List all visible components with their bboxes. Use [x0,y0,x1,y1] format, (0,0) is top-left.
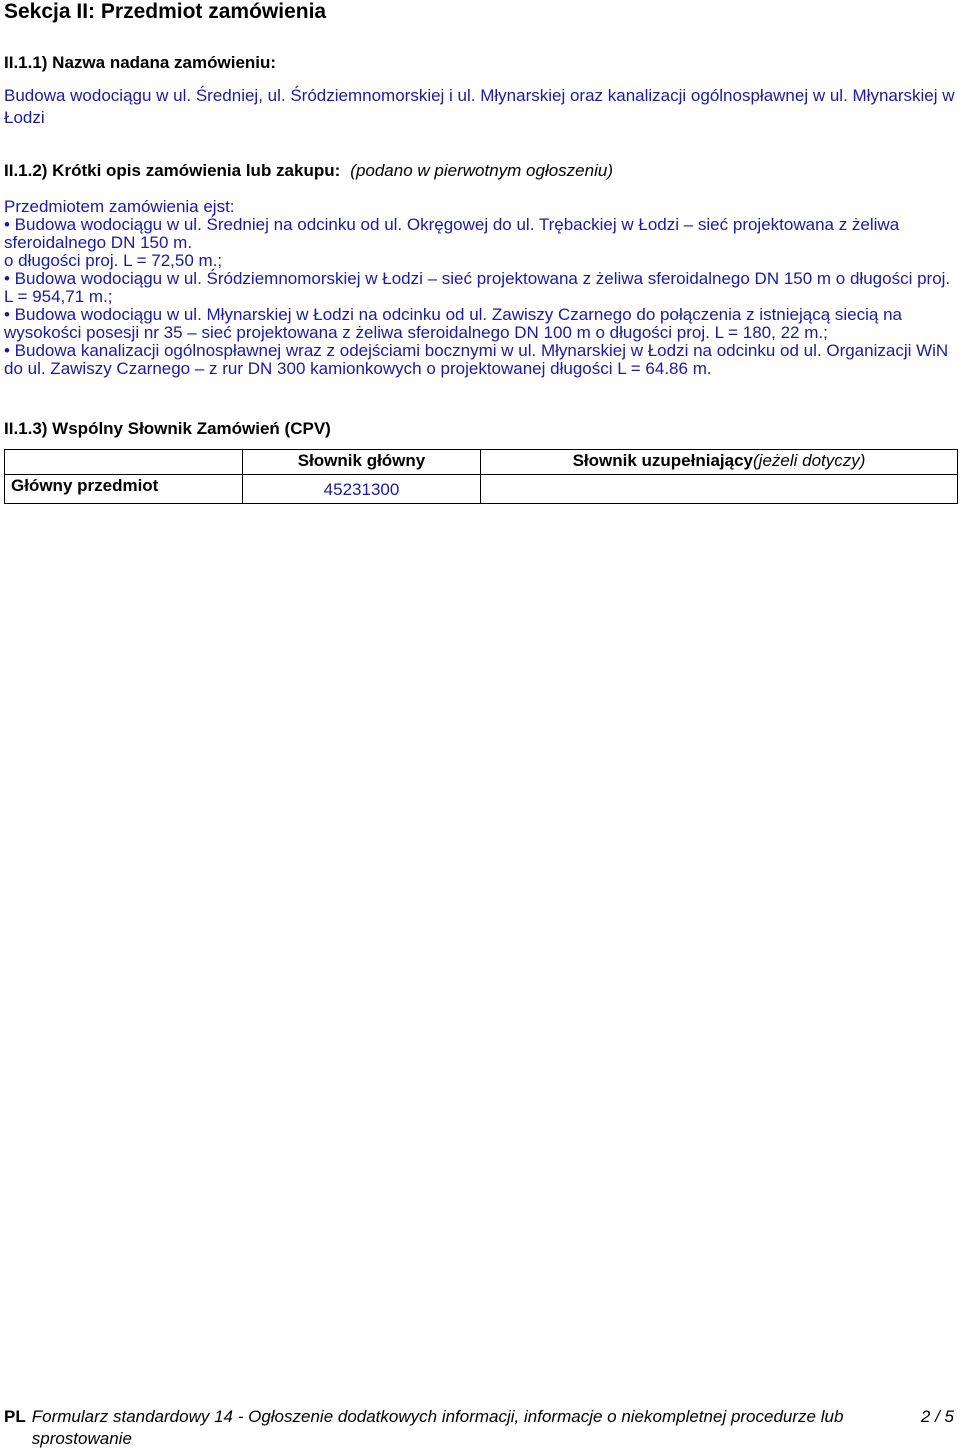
cpv-row-label: Główny przedmiot [5,475,243,504]
description-line: • Budowa kanalizacji ogólnospławnej wraz z odejściami bocznymi w ul. Młynarskiej w Łodzi na odcinku od ul. Organizacji WiN do ul. Zawiszy Czarnego – z rur DN 300 kamionkowych o projektowanej długości L = 64.86 m. [4,341,949,378]
cpv-table [4,449,958,504]
description-heading [4,161,613,181]
cpv-main-header: Słownik główny [243,450,481,475]
description-heading-note: (podano w pierwotnym ogłoszeniu) [350,161,613,180]
description-line: • Budowa wodociągu w ul. Młynarskiej w Łodzi na odcinku od ul. Zawiszy Czarnego do połączenia z istniejącą siecią na wysokości posesji nr 35 – sieć projektowana z żeliwa sferoidalnego DN 100 m o długości proj. L = 180, 22 m.; [4,305,902,342]
section-title: Sekcja II: Przedmiot zamówienia [4,0,327,23]
footer-form-name: Formularz standardowy 14 - Ogłoszenie dodatkowych informacji, informacje o niekompletnej procedurze lub sprostowanie [31,1407,844,1448]
cpv-main-row [5,475,958,504]
contract-name: Budowa wodociągu w ul. Średniej, ul. Śródziemnomorskiej i ul. Młynarskiej oraz kanalizacji ogólnospławnej w ul. Młynarskiej w Łodzi [4,86,955,127]
cpv-header-row [5,450,958,475]
cpv-supp-header [481,450,958,475]
footer-page-number: 2 / 5 [920,1407,954,1426]
cpv-supp-header-label: Słownik uzupełniający [572,451,753,470]
cpv-heading: II.1.3) Wspólny Słownik Zamówień (CPV) [4,419,331,438]
description-line: • Budowa wodociągu w ul. Śródziemnomorskiej w Łodzi – sieć projektowana z żeliwa sferoidalnego DN 150 m o długości proj. L = 954,71 m.; [4,269,951,306]
footer-language: PL [4,1407,26,1426]
description-body [4,198,956,378]
name-heading: II.1.1) Nazwa nadana zamówieniu: [4,53,277,72]
description-line: • Budowa wodociągu w ul. Średniej na odcinku od ul. Okręgowej do ul. Trębackiej w Łodzi – sieć projektowana z żeliwa sferoidalnego DN 150 m. [4,215,900,252]
cpv-main-code: 45231300 [243,475,481,504]
cpv-supp-code [481,475,958,504]
cpv-supp-header-note: (jeżeli dotyczy) [753,451,866,470]
description-line: o długości proj. L = 72,50 m.; [4,251,223,270]
description-heading-label: II.1.2) Krótki opis zamówienia lub zakupu: [4,161,341,180]
page-footer [4,1406,956,1450]
cpv-empty-cell [5,450,243,475]
description-line: Przedmiotem zamówienia ejst: [4,197,235,216]
